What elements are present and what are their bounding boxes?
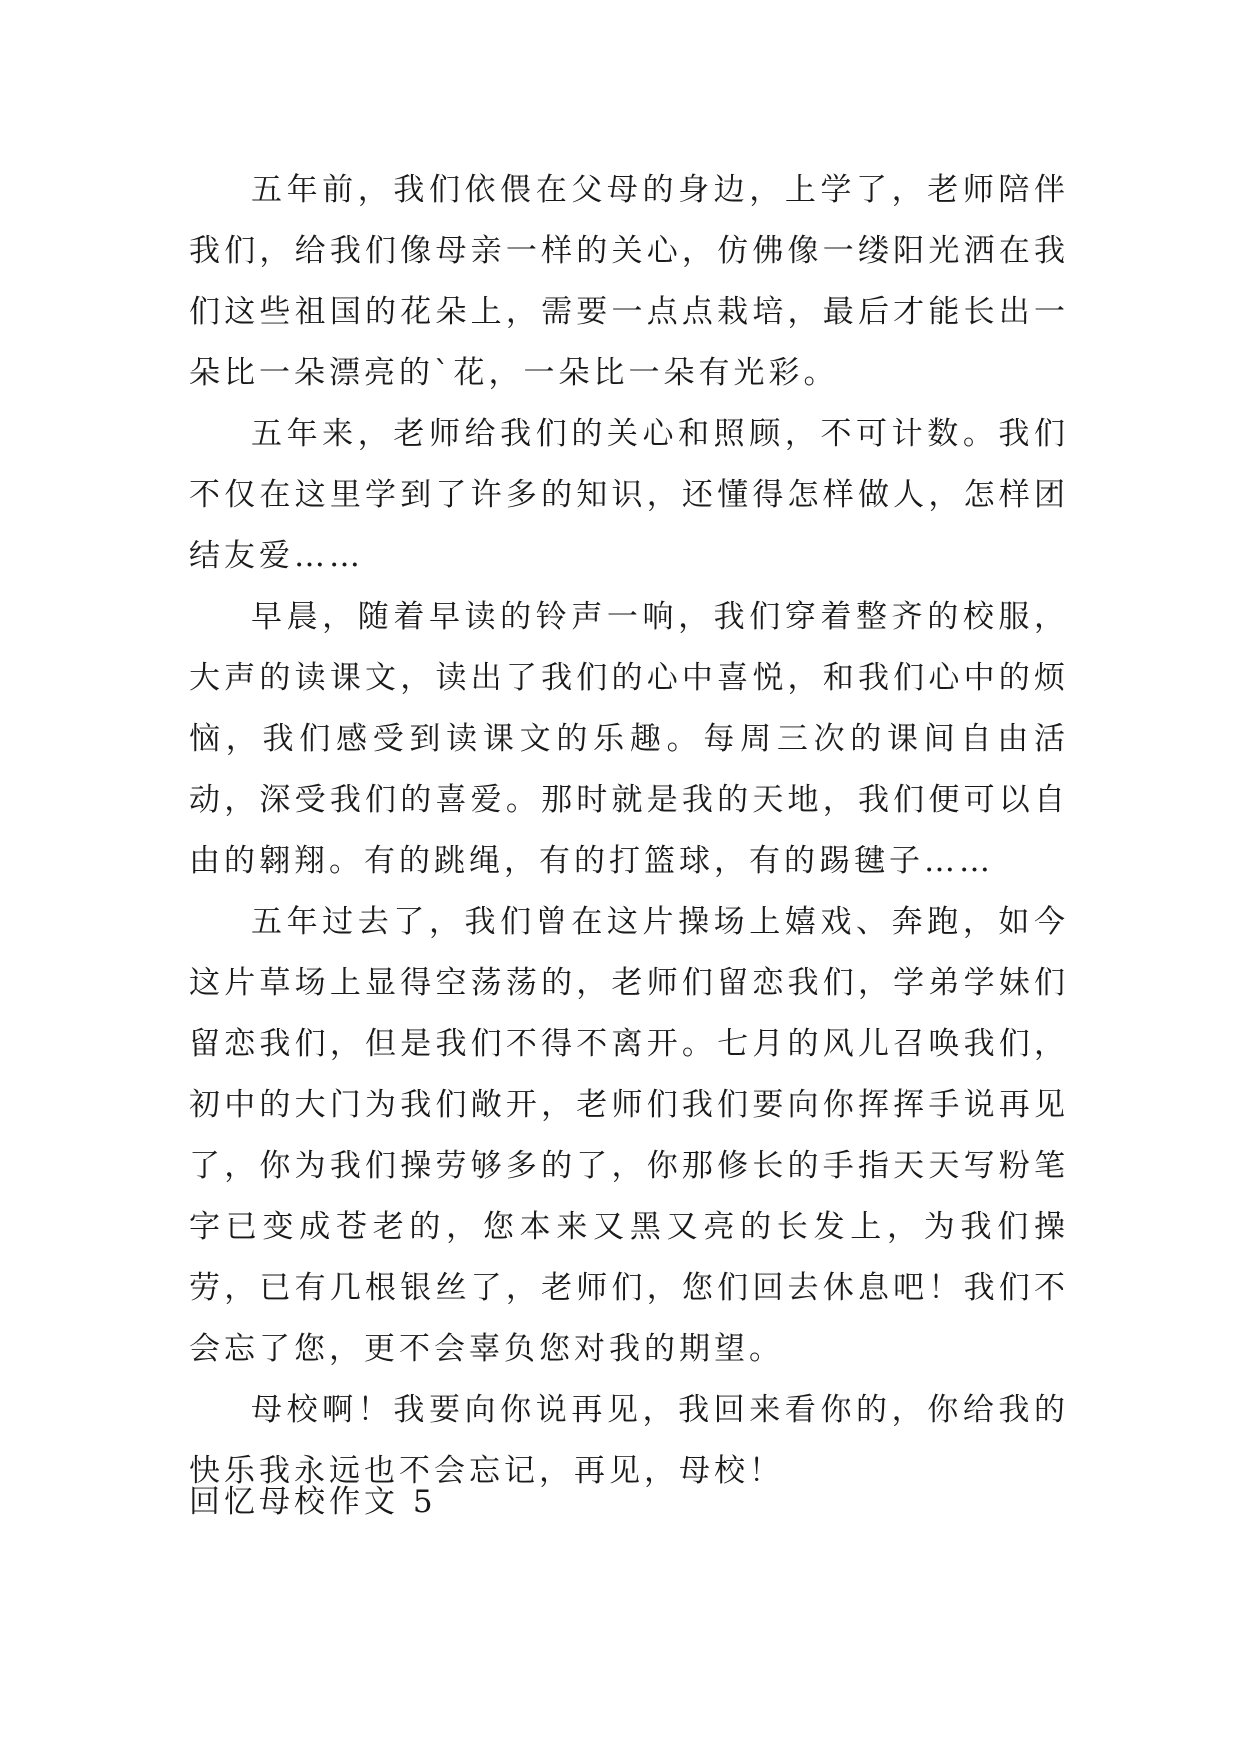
section-heading: 回忆母校作文 5 — [189, 1484, 437, 1520]
paragraph: 五年前，我们依偎在父母的身边，上学了，老师陪伴我们，给我们像母亲一样的关心，仿佛像一缕阳光洒在我们这些祖国的花朵上，需要一点点栽培，最后才能长出一朵比一朵漂亮的`花，一朵比一朵有光彩。 — [189, 172, 1069, 391]
paragraph: 早晨，随着早读的铃声一响，我们穿着整齐的校服，大声的读课文，读出了我们的心中喜悦，和我们心中的烦恼，我们感受到读课文的乐趣。每周三次的课间自由活动，深受我们的喜爱。那时就是我的天地，我们便可以自由的翱翔。有的跳绳，有的打篮球，有的踢毽子…… — [189, 599, 1069, 879]
document-body — [189, 160, 1069, 1502]
paragraph: 五年过去了，我们曾在这片操场上嬉戏、奔跑，如今这片草场上显得空荡荡的，老师们留恋我们，学弟学妹们留恋我们，但是我们不得不离开。七月的风儿召唤我们，初中的大门为我们敞开，老师们我们要向你挥挥手说再见了，你为我们操劳够多的了，你那修长的手指天天写粉笔字已变成苍老的，您本来又黑又亮的长发上，为我们操劳，已有几根银丝了，老师们，您们回去休息吧！我们不会忘了您，更不会辜负您对我的期望。 — [189, 904, 1069, 1367]
paragraph: 五年来，老师给我们的关心和照顾，不可计数。我们不仅在这里学到了许多的知识，还懂得怎样做人，怎样团结友爱…… — [189, 416, 1069, 574]
paragraph: 母校啊！我要向你说再见，我回来看你的，你给我的快乐我永远也不会忘记，再见，母校！ — [189, 1392, 1069, 1489]
